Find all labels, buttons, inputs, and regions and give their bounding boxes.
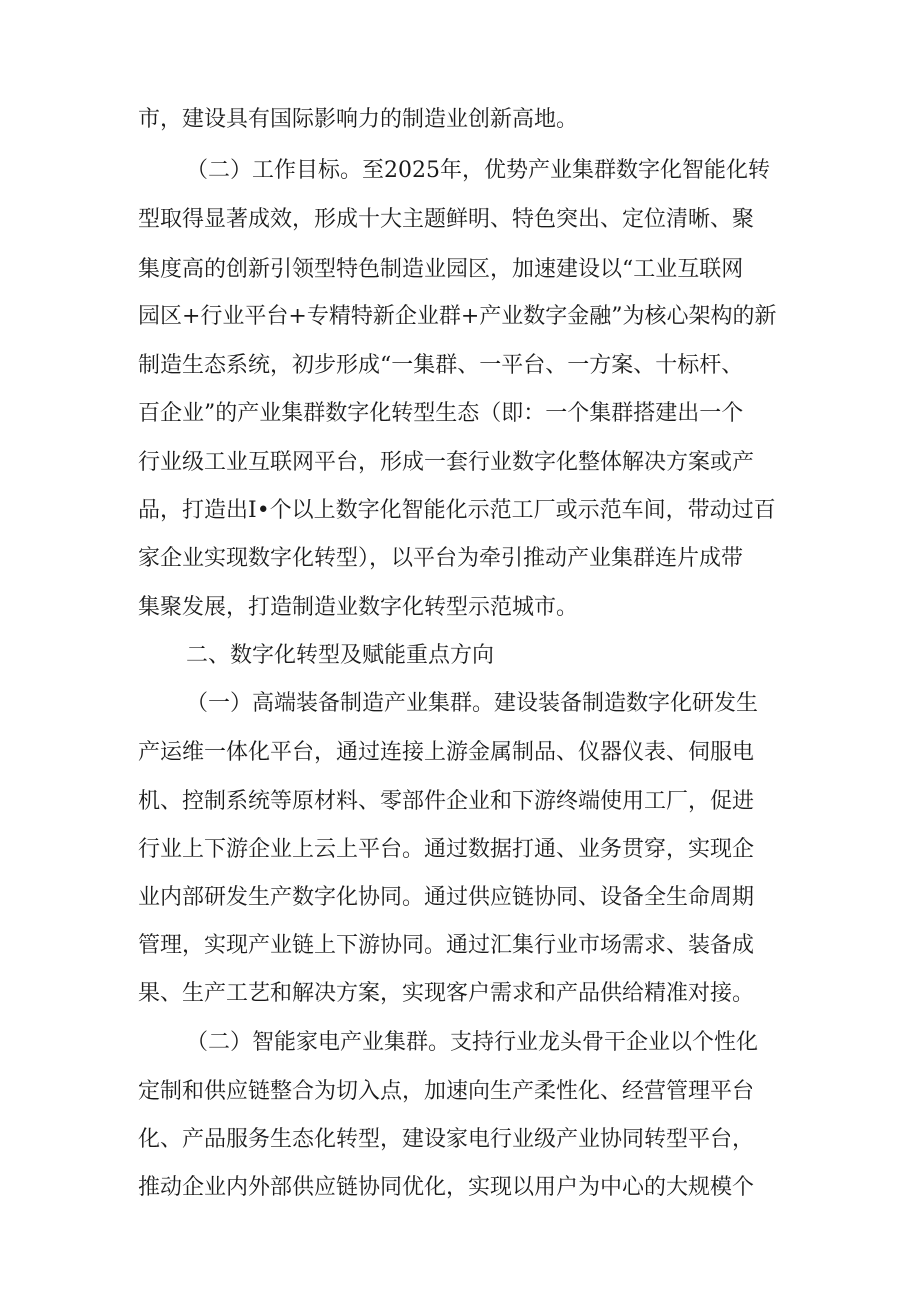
text-line: 机、控制系统等原材料、零部件企业和下游终端使用工厂，促进 [138, 789, 755, 814]
text-line: 果、生产工艺和解决方案，实现客户需求和产品供给精准对接。 [138, 981, 755, 1006]
text-line: 集度高的创新引领型特色制造业园区，加速建设以“工业互联网 [138, 257, 744, 282]
paragraph-first-line: （一）高端装备制造产业集群。建设装备制造数字化研发生 [186, 691, 759, 716]
text-line: 品，打造出I•个以上数字化智能化示范工厂或示范车间，带动过百 [138, 498, 776, 523]
text-line: 家企业实现数字化转型），以平台为牵引推动产业集群连片成带 [138, 546, 744, 571]
text-line: 定制和供应链整合为切入点，加速向生产柔性化、经营管理平台 [138, 1079, 755, 1104]
text-line: 管理，实现产业链上下游协同。通过汇集行业市场需求、装备成 [138, 933, 755, 958]
text-line: 产运维一体化平台，通过连接上游金属制品、仪器仪表、伺服电 [138, 740, 755, 765]
paragraph-first-line: （二）智能家电产业集群。支持行业龙头骨干企业以个性化 [186, 1030, 759, 1055]
text-line: 集聚发展，打造制造业数字化转型示范城市。 [138, 595, 579, 620]
text-line: 化、产品服务生态化转型，建设家电行业级产业协同转型平台， [138, 1127, 755, 1152]
text-line: 行业上下游企业上云上平台。通过数据打通、业务贯穿，实现企 [138, 837, 755, 862]
text-line: 推动企业内外部供应链协同优化，实现以用户为中心的大规模个 [138, 1175, 755, 1200]
text-line: 百企业”的产业集群数字化转型生态（即：一个集群搭建出一个 [138, 401, 744, 426]
text-line: 行业级工业互联网平台，形成一套行业数字化整体解决方案或产 [138, 450, 755, 475]
text-line: 业内部研发生产数字化协同。通过供应链协同、设备全生命周期 [138, 885, 755, 910]
text-line: 制造生态系统，初步形成“一集群、一平台、一方案、十标杆、 [138, 353, 744, 378]
text-line: 型取得显著成效，形成十大主题鲜明、特色突出、定位清晰、聚 [138, 207, 755, 232]
text-line: 市，建设具有国际影响力的制造业创新高地。 [138, 107, 579, 132]
paragraph-first-line: （二）工作目标。至2025年，优势产业集群数字化智能化转 [186, 158, 770, 183]
section-heading: 二、数字化转型及赋能重点方向 [186, 643, 495, 668]
text-line: 园区+行业平台+专精特新企业群+产业数字金融”为核心架构的新 [138, 304, 777, 329]
